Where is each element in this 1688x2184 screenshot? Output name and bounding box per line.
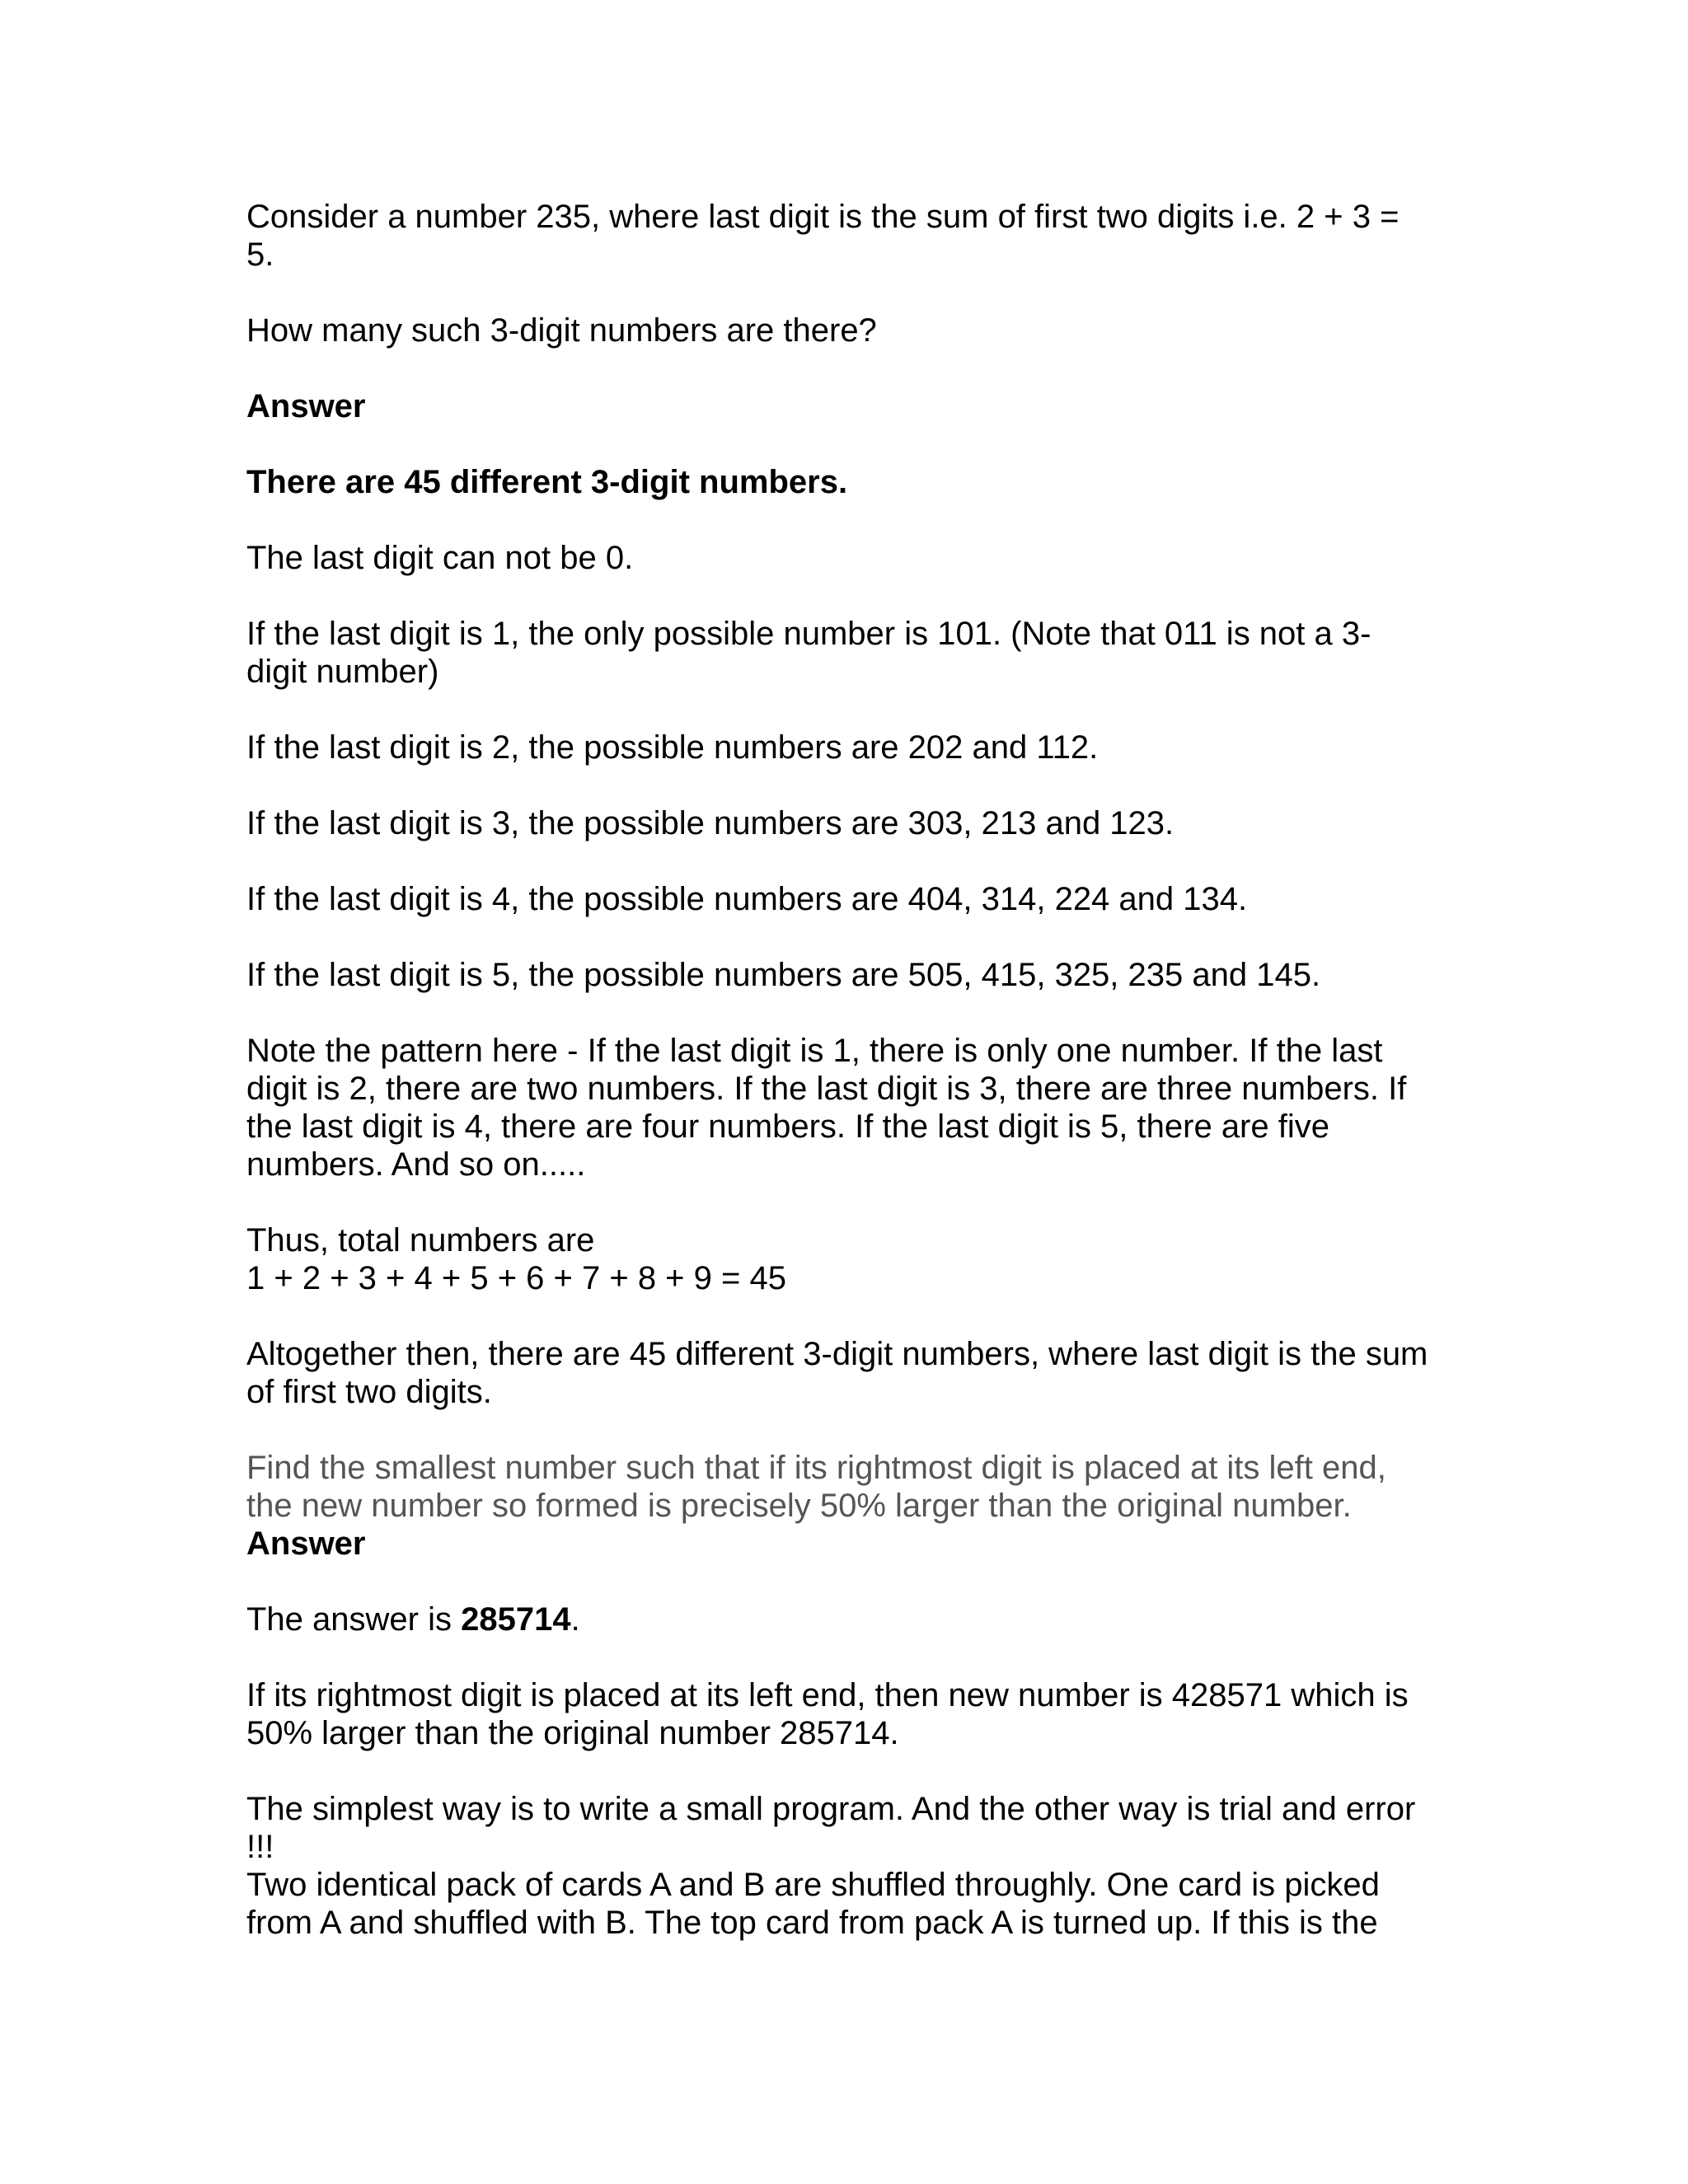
puzzle2-answer-line	[246, 1601, 1450, 1638]
puzzle1-question-line1: Consider a number 235, where last digit is the sum of first two digits i.e. 2 + 3 =	[246, 199, 1400, 235]
puzzle2-answer-value: 285714	[461, 1601, 571, 1638]
puzzle3-question: Two identical pack of cards A and B are shuffled throughly. One card is picked from A and shuffled with B. The top card from pack A is turned up. If this is the	[246, 1867, 1380, 1941]
puzzle1-paragraph-4: If the last digit is 3, the possible numbers are 303, 213 and 123.	[246, 805, 1175, 841]
puzzle1-answer-heading: Answer	[246, 388, 366, 424]
puzzle1-paragraph-2: If the last digit is 1, the only possible number is 101. (Note that 011 is not a 3- digit number)	[246, 616, 1372, 690]
puzzle1-paragraph-3: If the last digit is 2, the possible numbers are 202 and 112.	[246, 729, 1099, 766]
puzzle1-paragraph-7: Note the pattern here - If the last digit is 1, there is only one number. If the last digit is 2, there are two numbers. If the last digit is 3, there are three numbers. If the last digit is 4, there are four numbers. If the last digit is 5, there are five numbers. And so on.....	[246, 1033, 1407, 1183]
puzzle2-answer-suffix: .	[570, 1601, 580, 1638]
puzzle1-paragraph-6: If the last digit is 5, the possible numbers are 505, 415, 325, 235 and 145.	[246, 957, 1321, 993]
puzzle1-paragraph-8: Thus, total numbers are 1 + 2 + 3 + 4 + 5 + 6 + 7 + 8 + 9 = 45	[246, 1222, 786, 1296]
puzzle2-question: Find the smallest number such that if its rightmost digit is placed at its left end, the new number so formed is precisely 50% larger than the original number.	[246, 1450, 1386, 1524]
puzzle1-paragraph-1: The last digit can not be 0.	[246, 540, 634, 576]
puzzle1-answer-summary: There are 45 different 3-digit numbers.	[246, 464, 848, 500]
puzzle1-paragraph-5: If the last digit is 4, the possible numbers are 404, 314, 224 and 134.	[246, 881, 1248, 917]
puzzle2-answer-prefix: The answer is	[246, 1601, 462, 1638]
puzzle1-question-line2: 5.	[246, 237, 274, 273]
puzzle1-question2: How many such 3-digit numbers are there?	[246, 312, 877, 349]
puzzle2-answer-heading: Answer	[246, 1526, 366, 1562]
document-page	[246, 198, 1450, 1942]
puzzle2-paragraph-1: If its rightmost digit is placed at its left end, then new number is 428571 which is 50% larger than the original number 285714.	[246, 1677, 1409, 1751]
puzzle1-paragraph-9: Altogether then, there are 45 different 3-digit numbers, where last digit is the sum of first two digits.	[246, 1336, 1428, 1410]
puzzle2-paragraph-2: The simplest way is to write a small program. And the other way is trial and error !!!	[246, 1791, 1416, 1865]
